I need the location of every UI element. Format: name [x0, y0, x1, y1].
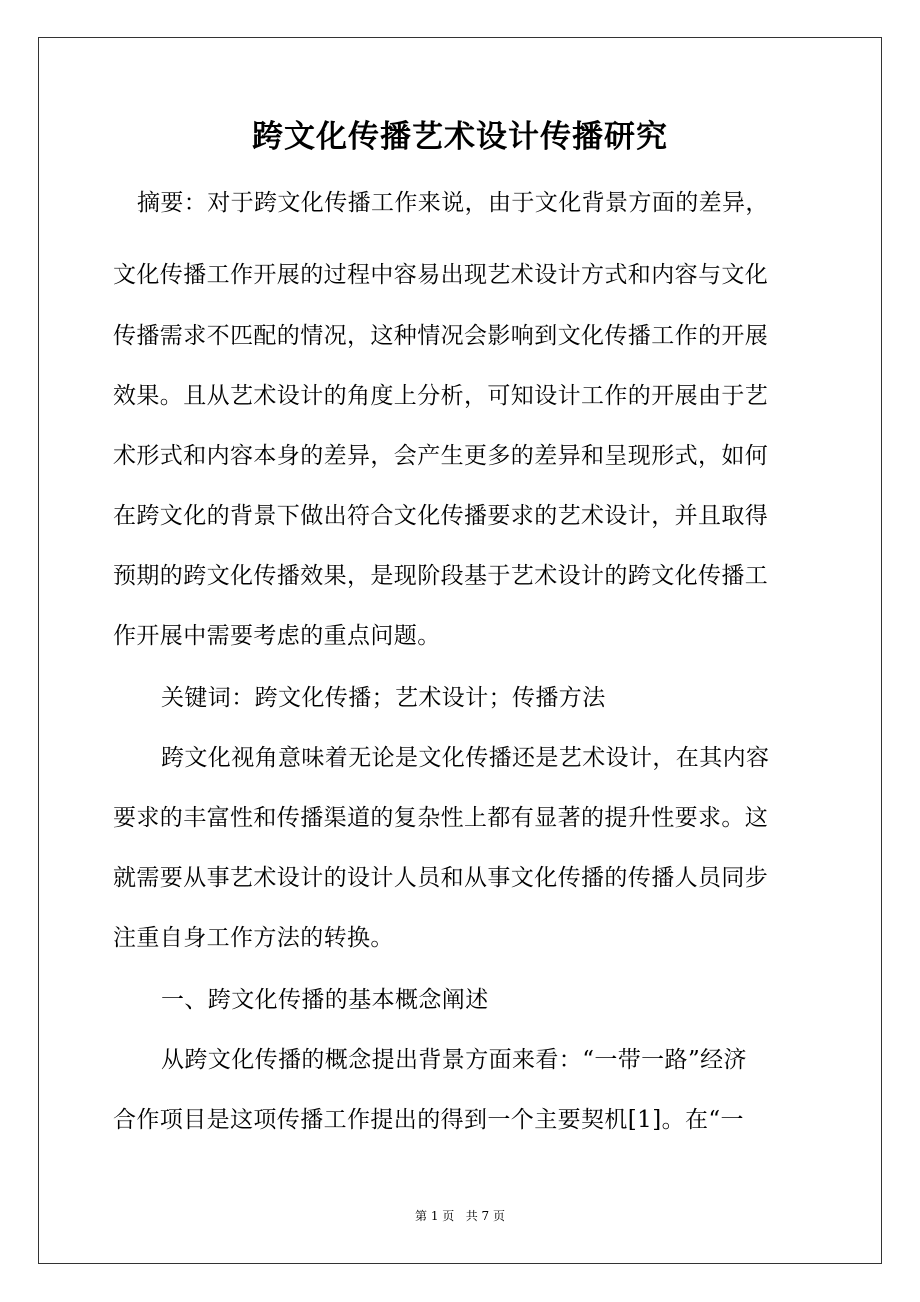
page-footer: 第 1 页 共 7 页 [415, 1209, 505, 1223]
abstract-line: 作开展中需要考虑的重点问题。 [113, 623, 441, 649]
abstract-line: 预期的跨文化传播效果，是现阶段基于艺术设计的跨文化传播工 [113, 563, 769, 589]
abstract-line: 在跨文化的背景下做出符合文化传播要求的艺术设计，并且取得 [113, 503, 769, 529]
section-heading: 一、跨文化传播的基本概念阐述 [161, 987, 489, 1013]
body-line: 跨文化视角意味着无论是文化传播还是艺术设计，在其内容 [161, 745, 770, 771]
body-line: 合作项目是这项传播工作提出的得到一个主要契机[1]。在“一 [113, 1107, 744, 1133]
body-line: 要求的丰富性和传播渠道的复杂性上都有显著的提升性要求。这 [113, 805, 769, 831]
body-line: 就需要从事艺术设计的设计人员和从事文化传播的传播人员同步 [113, 865, 769, 891]
keywords-line: 关键词：跨文化传播；艺术设计；传播方法 [161, 685, 606, 711]
document-title: 跨文化传播艺术设计传播研究 [252, 119, 668, 155]
body-line: 从跨文化传播的概念提出背景方面来看：“一带一路”经济 [161, 1047, 747, 1073]
body-line: 注重自身工作方法的转换。 [113, 925, 394, 951]
abstract-line: 摘要：对于跨文化传播工作来说，由于文化背景方面的差异， [137, 190, 769, 216]
abstract-line: 术形式和内容本身的差异，会产生更多的差异和呈现形式，如何 [113, 443, 769, 469]
abstract-line: 效果。且从艺术设计的角度上分析，可知设计工作的开展由于艺 [113, 383, 769, 409]
abstract-line: 传播需求不匹配的情况，这种情况会影响到文化传播工作的开展 [113, 323, 769, 349]
abstract-line: 文化传播工作开展的过程中容易出现艺术设计方式和内容与文化 [113, 262, 769, 288]
